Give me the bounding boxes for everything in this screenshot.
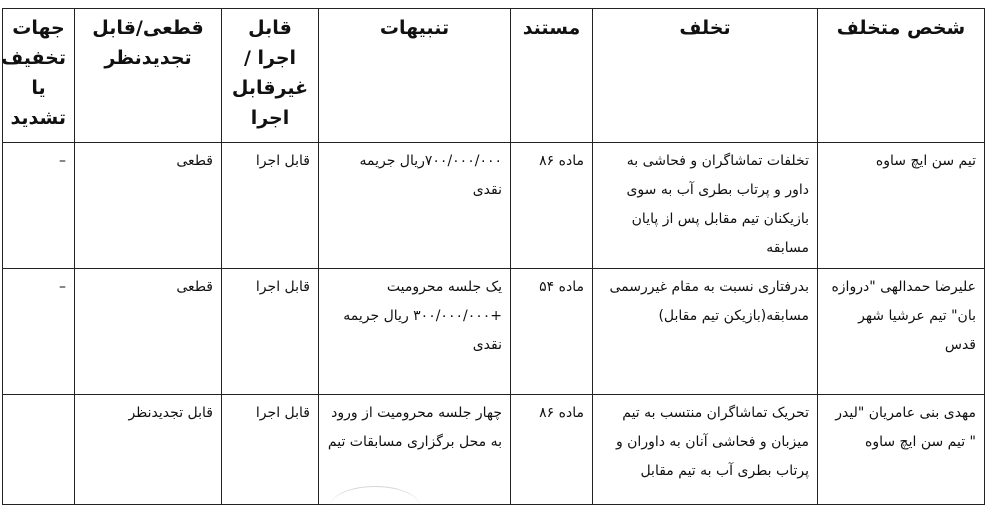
header-offense: تخلف <box>593 9 818 143</box>
cell-person: تیم سن ایچ ساوه <box>818 143 985 269</box>
header-row <box>3 9 985 143</box>
header-final: قطعی/قابل تجدیدنظر <box>75 9 222 143</box>
cell-offense: تخلفات تماشاگران و فحاشی به داور و پرتاب بطری آب به سوی بازیکنان تیم مقابل پس از پایان مسابقه <box>593 143 818 269</box>
cell-final: قطعی <box>75 143 222 269</box>
cell-mitigation: – <box>3 143 75 269</box>
stamp-mark <box>330 486 420 527</box>
header-basis: مستند <box>511 9 593 143</box>
cell-basis: ماده ۵۴ <box>511 269 593 395</box>
cell-offense: تحریک تماشاگران منتسب به تیم میزبان و فحاشی آنان به داوران و پرتاب بطری آب به تیم مقابل <box>593 395 818 505</box>
cell-executable: قابل اجرا <box>222 269 319 395</box>
rulings-table <box>2 8 985 505</box>
cell-mitigation: – <box>3 269 75 395</box>
table-row <box>3 143 985 269</box>
cell-person: مهدی بنی عامریان "لیدر " تیم سن ایچ ساوه <box>818 395 985 505</box>
cell-basis: ماده ۸۶ <box>511 143 593 269</box>
cell-final: قطعی <box>75 269 222 395</box>
cell-offense: بدرفتاری نسبت به مقام غیررسمی مسابقه(بازیکن تیم مقابل) <box>593 269 818 395</box>
cell-penalty: ۷۰۰/۰۰۰/۰۰۰ریال جریمه نقدی <box>319 143 511 269</box>
cell-mitigation <box>3 395 75 505</box>
cell-penalty: چهار جلسه محرومیت از ورود به محل برگزاری مسابقات تیم <box>319 395 511 505</box>
table-row <box>3 395 985 505</box>
cell-executable: قابل اجرا <box>222 143 319 269</box>
cell-executable: قابل اجرا <box>222 395 319 505</box>
header-mitigation: جهات تخفیف یا تشدید <box>3 9 75 143</box>
header-executable: قابل اجرا /غیرقابل اجرا <box>222 9 319 143</box>
cell-person: علیرضا حمدالهی "دروازه بان" تیم عرشیا شهر قدس <box>818 269 985 395</box>
table-row <box>3 269 985 395</box>
header-penalty: تنبیهات <box>319 9 511 143</box>
cell-final: قابل تجدیدنظر <box>75 395 222 505</box>
header-person: شخص متخلف <box>818 9 985 143</box>
cell-penalty: یک جلسه محرومیت +۳۰۰/۰۰۰/۰۰۰ ریال جریمه نقدی <box>319 269 511 395</box>
cell-basis: ماده ۸۶ <box>511 395 593 505</box>
